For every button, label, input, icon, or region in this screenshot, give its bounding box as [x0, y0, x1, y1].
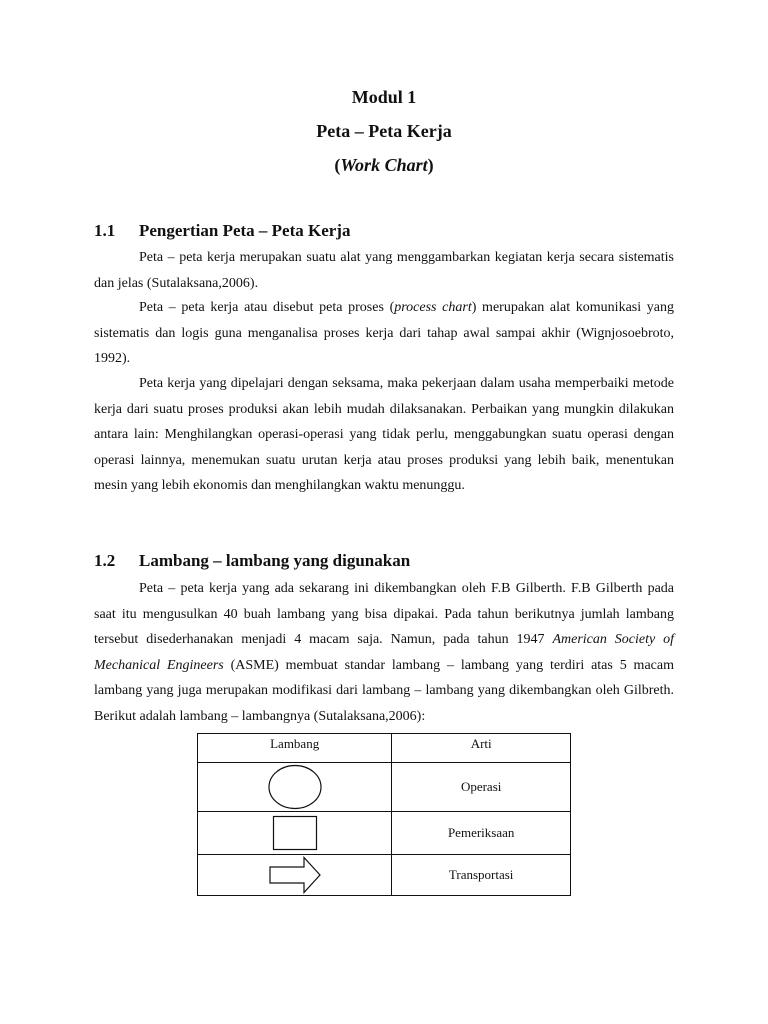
symbol-table [197, 733, 571, 896]
subtitle-italic: Work Chart [340, 155, 428, 175]
page-subtitle: (Work Chart) [334, 155, 434, 175]
circle-icon [267, 764, 323, 810]
column-header: Arti [392, 734, 571, 763]
paragraph: Peta – peta kerja yang ada sekarang ini dikembangkan oleh F.B Gilberth. F.B Gilberth pada saat itu mengusulkan 40 buah lambang yang bisa dipakai. Pada tahun berikutnya jumlah lambang tersebut disederhanakan menjadi 4 macam saja. Namun, pada tahun 1947 American Society of Mechanical Engineers (ASME) membuat standar lambang – lambang yang terdiri atas 5 macam lambang yang juga merupakan modifikasi dari lambang – lambang yang dikembangkan oleh Gilbreth. Berikut adalah lambang – lambangnya (Sutalaksana,2006): [94, 581, 674, 724]
arrow-icon [268, 856, 322, 894]
table-row [198, 763, 571, 812]
square-icon [272, 815, 318, 851]
symbol-cell [198, 855, 392, 896]
paragraph: Peta kerja yang dipelajari dengan seksama, maka pekerjaan dalam usaha memperbaiki metode kerja dari suatu proses produksi akan lebih mudah dilaksanakan. Perbaikan yang mungkin dilakukan antara lain: Menghilangkan operasi-operasi yang tidak perlu, menggabungkan suatu operasi dengan operasi lainnya, menemukan suatu urutan kerja atau proses produksi yang lebih baik, menentukan mesin yang lebih ekonomis dan menghilangkan waktu menunggu. [94, 376, 674, 494]
section-title: Pengertian Peta – Peta Kerja [139, 221, 351, 240]
section-heading-1-1 [94, 221, 674, 241]
table-row [198, 812, 571, 855]
symbol-cell [198, 812, 392, 855]
section-title: Lambang – lambang yang digunakan [139, 551, 411, 570]
section-heading-1-2 [94, 551, 674, 571]
section-number: 1.2 [94, 551, 116, 570]
paragraph: Peta – peta kerja atau disebut peta proses (process chart) merupakan alat komunikasi yang sistematis dan logis guna menganalisa proses kerja dari tahap awal sampai akhir (Wignjosoebroto, 1992). [94, 300, 675, 367]
table-row [198, 855, 571, 896]
meaning-cell: Operasi [392, 763, 571, 812]
module-label: Modul 1 [351, 87, 417, 107]
page-title: Peta – Peta Kerja [316, 121, 452, 141]
paragraph: Peta – peta kerja merupakan suatu alat yang menggambarkan kegiatan kerja secara sistematis dan jelas (Sutalaksana,2006). [94, 250, 674, 291]
symbol-cell [198, 763, 392, 812]
section-number: 1.1 [94, 221, 116, 240]
meaning-cell: Transportasi [392, 855, 571, 896]
column-header: Lambang [198, 734, 392, 763]
table-header-row [198, 734, 571, 763]
meaning-cell: Pemeriksaan [392, 812, 571, 855]
